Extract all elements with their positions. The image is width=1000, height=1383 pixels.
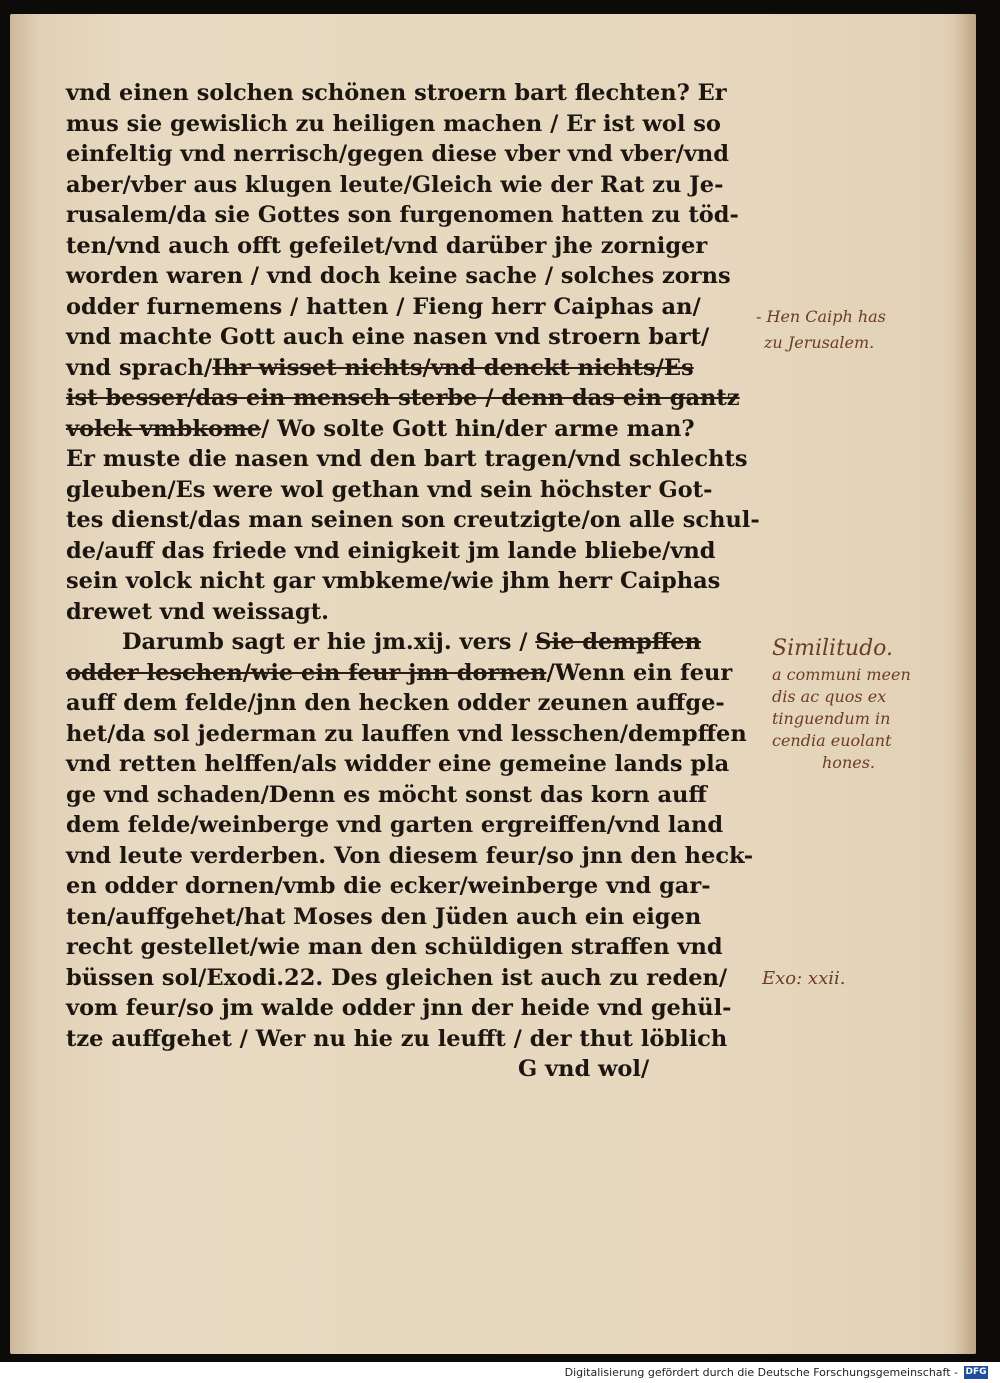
footer-credit: Digitalisierung gefördert durch die Deutsche Forschungsgemeinschaft - [564, 1366, 958, 1379]
text-segment: ten/vnd auch offt gefeilet/vnd darüber jhe zorniger [66, 232, 708, 259]
text-segment: tze auffgehet / Wer nu hie zu leufft / der thut löblich [66, 1025, 728, 1052]
struck-text-segment: odder leschen/wie ein feur jnn dornen [66, 659, 547, 686]
text-line [66, 292, 766, 323]
text-segment: vnd wol/ [537, 1056, 650, 1082]
text-line [66, 1054, 766, 1085]
marginal-note-caiphas [756, 304, 886, 356]
text-line [66, 109, 766, 140]
text-segment: ge vnd schaden/Denn es möcht sonst das korn auff [66, 781, 707, 808]
marginal-line: - Hen Caiph has [756, 307, 886, 326]
text-line [66, 170, 766, 201]
text-segment: einfeltig vnd nerrisch/gegen diese vber vnd vber/vnd [66, 141, 730, 167]
text-segment: recht gestellet/wie man den schüldigen straffen vnd [66, 934, 723, 960]
text-segment: vnd leute verderben. Von diesem feur/so jnn den heck- [66, 842, 754, 869]
text-segment: mus sie gewislich zu heiligen machen / Er ist wol so [66, 110, 721, 137]
text-line [66, 139, 766, 170]
text-segment: Darumb sagt er hie jm.xij. vers / [122, 629, 536, 655]
text-line [66, 658, 766, 689]
marginal-line: tinguendum in [772, 709, 891, 728]
text-segment: /Wenn ein feur [546, 659, 733, 686]
text-segment: vnd machte Gott auch eine nasen vnd stroern bart/ [66, 324, 710, 350]
marginal-line: a communi meen [772, 665, 911, 684]
text-segment: vnd einen solchen schönen stroern bart flechten? Er [66, 80, 727, 106]
text-line [66, 841, 766, 872]
struck-text-segment: Sie dempffen [535, 629, 701, 655]
text-segment: vnd sprach/ [66, 354, 213, 381]
text-line [66, 78, 766, 109]
main-text-block [66, 78, 766, 1085]
text-segment: sein volck nicht gar vmbkeme/wie jhm herr Caiphas [66, 568, 721, 594]
text-line [66, 261, 766, 292]
text-segment: / Wo solte Gott hin/der arme man? [261, 415, 695, 442]
text-segment: vnd retten helffen/als widder eine gemeine lands pla [66, 751, 730, 777]
text-segment: het/da sol jederman zu lauffen vnd lesschen/dempffen [66, 720, 747, 747]
text-segment: büssen sol/Exodi.22. Des gleichen ist auch zu reden/ [66, 964, 728, 991]
text-segment: odder furnemens / hatten / Fieng herr Caiphas an/ [66, 293, 701, 320]
text-segment: G [518, 1056, 538, 1082]
struck-text-segment: ist besser/das ein mensch sterbe / denn das ein gantz [66, 385, 740, 411]
struck-text-segment: Ihr wisset nichts/vnd denckt nichts/Es [212, 354, 694, 381]
marginal-line: Similitudo. [772, 636, 894, 661]
marginal-line: zu Jerusalem. [764, 333, 875, 352]
text-segment: rusalem/da sie Gottes son furgenomen hatten zu töd- [66, 202, 739, 228]
text-line [66, 902, 766, 933]
text-segment: aber/vber aus klugen leute/Gleich wie der Rat zu Je- [66, 171, 724, 198]
text-line [66, 566, 766, 597]
text-line [66, 231, 766, 262]
text-line [66, 414, 766, 445]
marginal-note-similitudo [772, 634, 911, 774]
text-segment: worden waren / vnd doch keine sache / solches zorns [66, 263, 731, 289]
marginal-line: dis ac quos ex [772, 687, 887, 706]
text-line [66, 597, 766, 628]
text-line [66, 749, 766, 780]
text-line [66, 505, 766, 536]
text-line [66, 627, 766, 658]
text-line [66, 1024, 766, 1055]
text-segment: vom feur/so jm walde odder jnn der heide vnd gehül- [66, 995, 732, 1021]
text-line [66, 536, 766, 567]
text-line [66, 780, 766, 811]
text-segment: de/auff das friede vnd einigkeit jm lande bliebe/vnd [66, 537, 716, 564]
text-line [66, 719, 766, 750]
marginal-line: hones. [822, 753, 876, 772]
text-line [66, 444, 766, 475]
marginal-note-exodus: Exo: xxii. [762, 968, 846, 989]
text-line [66, 932, 766, 963]
text-segment: en odder dornen/vmb die ecker/weinberge vnd gar- [66, 873, 711, 899]
text-line [66, 475, 766, 506]
text-line [66, 963, 766, 994]
text-line [66, 353, 766, 384]
text-segment: Er muste die nasen vnd den bart tragen/vnd schlechts [66, 446, 748, 472]
text-line [66, 322, 766, 353]
text-line [66, 688, 766, 719]
dfg-logo: DFG [965, 1367, 987, 1377]
text-line [66, 993, 766, 1024]
text-segment: dem felde/weinberge vnd garten ergreiffen/vnd land [66, 812, 724, 838]
text-line [66, 871, 766, 902]
text-segment: gleuben/Es were wol gethan vnd sein höchster Got- [66, 476, 713, 503]
text-line [66, 383, 766, 414]
text-segment: ten/auffgehet/hat Moses den Jüden auch ein eigen [66, 903, 702, 930]
text-line [66, 810, 766, 841]
struck-text-segment: volck vmbkome [66, 415, 262, 442]
text-segment: drewet vnd weissagt. [66, 598, 329, 625]
marginal-line: cendia euolant [772, 731, 892, 750]
text-segment: auff dem felde/jnn den hecken odder zeunen auffge- [66, 690, 725, 716]
text-segment: tes dienst/das man seinen son creutzigte/on alle schul- [66, 507, 760, 533]
text-line [66, 200, 766, 231]
